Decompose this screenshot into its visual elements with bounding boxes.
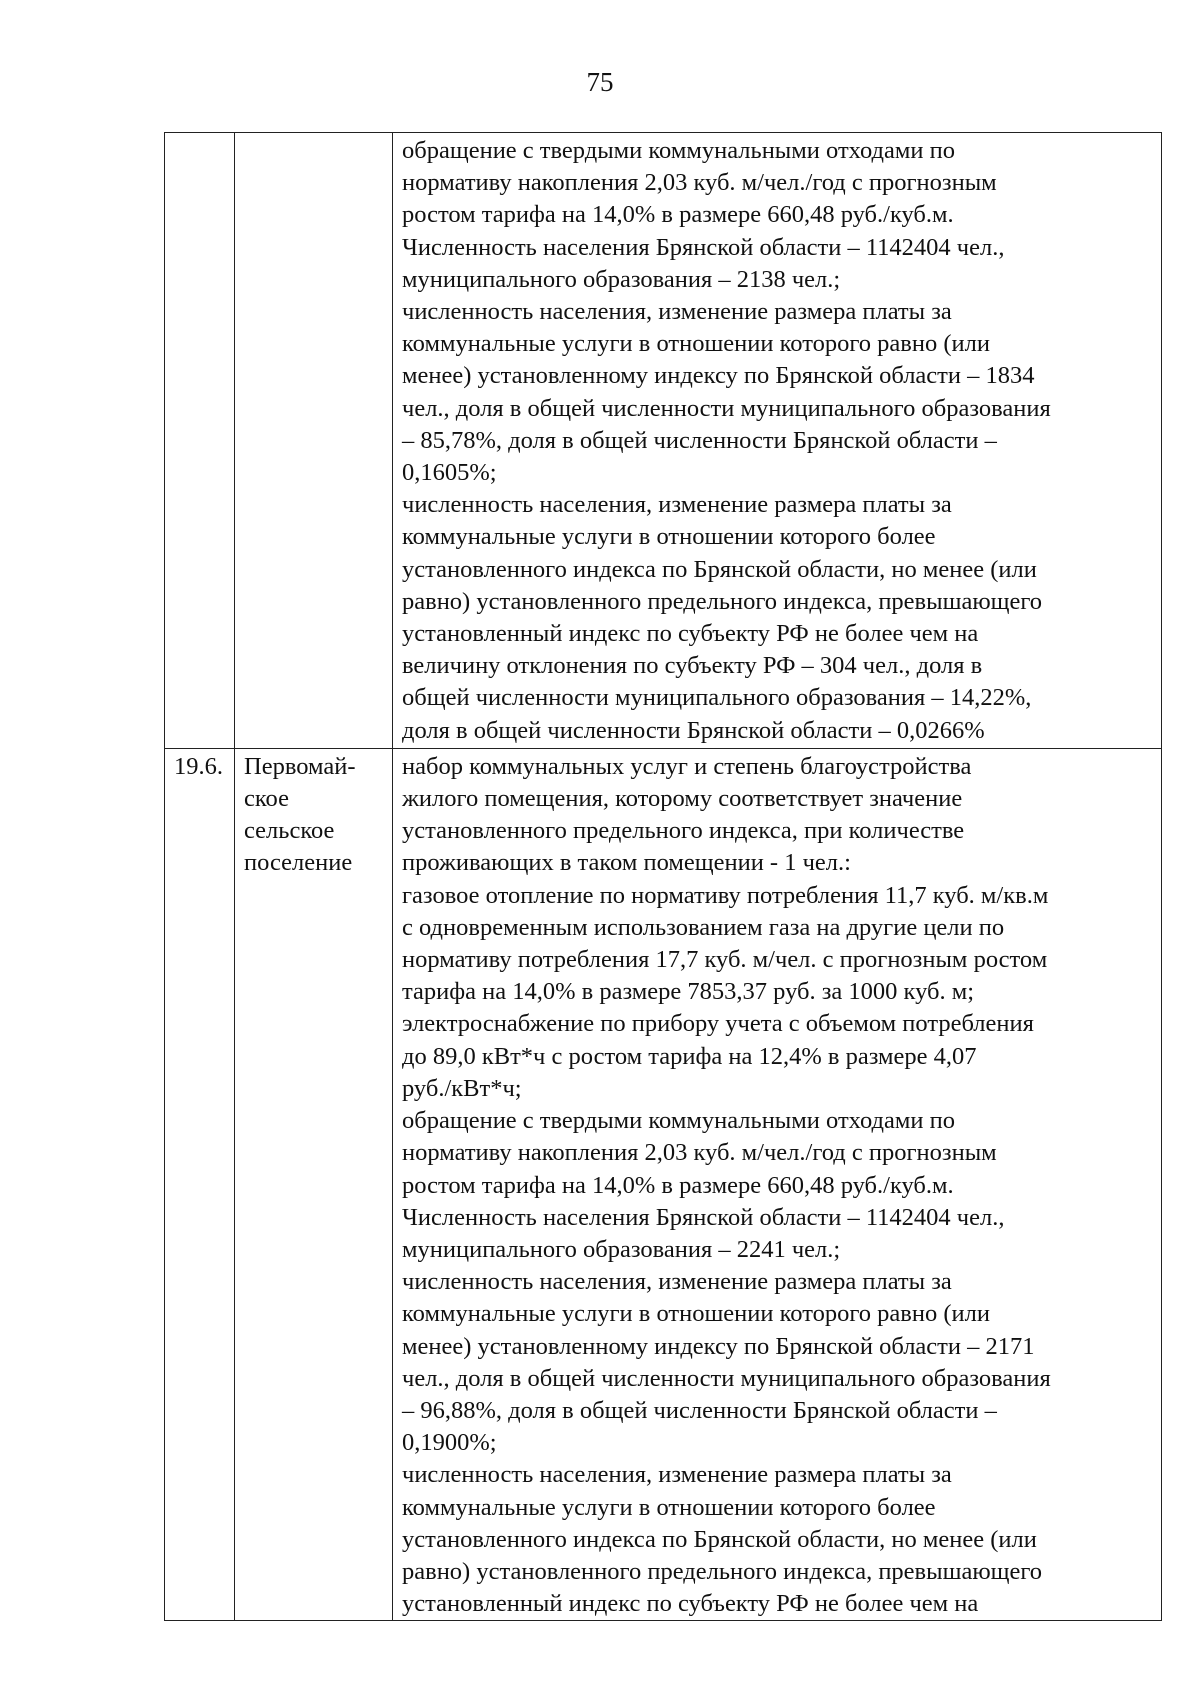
text-line: нормативу накопления 2,03 куб. м/чел./год с прогнозным [402, 1139, 997, 1167]
text-line: доля в общей численности Брянской области – 0,0266% [402, 716, 985, 744]
settlement-name-line: Первомай- [244, 752, 356, 780]
text-line: равно) установленного предельного индекса, превышающего [402, 587, 1043, 615]
text-line: численность населения, изменение размера платы за [402, 491, 952, 519]
text-line: до 89,0 кВт*ч с ростом тарифа на 12,4% в размере 4,07 [402, 1042, 977, 1070]
text-line: общей численности муниципального образования – 14,22%, [402, 684, 1032, 712]
text-line: проживающих в таком помещении - 1 чел.: [402, 849, 851, 877]
text-line: обращение с твердыми коммунальными отходами по [402, 137, 955, 164]
description-cell [393, 133, 1162, 749]
text-line: – 85,78%, доля в общей численности Брянской области – [402, 426, 997, 454]
settlement-name-line: поселение [244, 849, 353, 877]
settlement-name-cell [235, 748, 393, 1620]
table-row [165, 748, 1162, 1620]
text-line: нормативу накопления 2,03 куб. м/чел./год с прогнозным [402, 169, 997, 197]
text-line: установленного индекса по Брянской области, но менее (или [402, 555, 1037, 583]
text-line: установленного индекса по Брянской области, но менее (или [402, 1525, 1037, 1553]
text-line: нормативу потребления 17,7 куб. м/чел. с прогнозным ростом [402, 946, 1048, 974]
text-line: Численность населения Брянской области – 1142404 чел., [402, 233, 1005, 261]
text-line: установленный индекс по субъекту РФ не более чем на [402, 620, 979, 648]
text-line: установленного предельного индекса, при количестве [402, 817, 965, 845]
text-line: чел., доля в общей численности муниципального образования [402, 1364, 1051, 1392]
description-cell [393, 748, 1162, 1620]
text-line: ростом тарифа на 14,0% в размере 660,48 руб./куб.м. [402, 201, 954, 229]
text-line: менее) установленному индексу по Брянской области – 1834 [402, 362, 1035, 390]
text-line: коммунальные услуги в отношении которого более [402, 1493, 936, 1521]
table-row [165, 133, 1162, 749]
row-number-cell [165, 133, 235, 749]
text-line: коммунальные услуги в отношении которого более [402, 523, 936, 551]
text-line: менее) установленному индексу по Брянской области – 2171 [402, 1332, 1035, 1360]
text-line: величину отклонения по субъекту РФ – 304 чел., доля в [402, 652, 983, 680]
row-number-cell: 19.6. [165, 748, 235, 1620]
text-line: равно) установленного предельного индекса, превышающего [402, 1557, 1043, 1585]
settlement-name-cell [235, 133, 393, 749]
text-line: чел., доля в общей численности муниципального образования [402, 394, 1051, 422]
text-line: установленный индекс по субъекту РФ не более чем на [402, 1590, 979, 1618]
text-line: муниципального образования – 2241 чел.; [402, 1235, 841, 1263]
text-line: с одновременным использованием газа на другие цели по [402, 913, 1005, 941]
text-line: коммунальные услуги в отношении которого равно (или [402, 1300, 990, 1328]
page-number: 75 [586, 67, 614, 97]
text-line: 0,1605%; [402, 459, 497, 487]
text-line: численность населения, изменение размера платы за [402, 1461, 952, 1489]
text-line: коммунальные услуги в отношении которого равно (или [402, 330, 990, 358]
settlement-name-line: сельское [244, 817, 335, 845]
text-line: обращение с твердыми коммунальными отходами по [402, 1107, 955, 1135]
text-line: набор коммунальных услуг и степень благоустройства [402, 752, 972, 780]
document-table [164, 132, 1162, 1621]
text-line: руб./кВт*ч; [402, 1074, 522, 1102]
text-line: электроснабжение по прибору учета с объемом потребления [402, 1010, 1034, 1038]
text-line: – 96,88%, доля в общей численности Брянской области – [402, 1396, 997, 1424]
text-line: тарифа на 14,0% в размере 7853,37 руб. за 1000 куб. м; [402, 978, 975, 1006]
settlement-name-line: ское [244, 785, 289, 813]
text-line: газовое отопление по нормативу потребления 11,7 куб. м/кв.м [402, 881, 1049, 909]
text-line: Численность населения Брянской области – 1142404 чел., [402, 1203, 1005, 1231]
text-line: жилого помещения, которому соответствует значение [402, 785, 963, 813]
text-line: ростом тарифа на 14,0% в размере 660,48 руб./куб.м. [402, 1171, 954, 1199]
text-line: численность населения, изменение размера платы за [402, 298, 952, 326]
text-line: муниципального образования – 2138 чел.; [402, 265, 841, 293]
text-line: численность населения, изменение размера платы за [402, 1268, 952, 1296]
text-line: 0,1900%; [402, 1429, 497, 1457]
